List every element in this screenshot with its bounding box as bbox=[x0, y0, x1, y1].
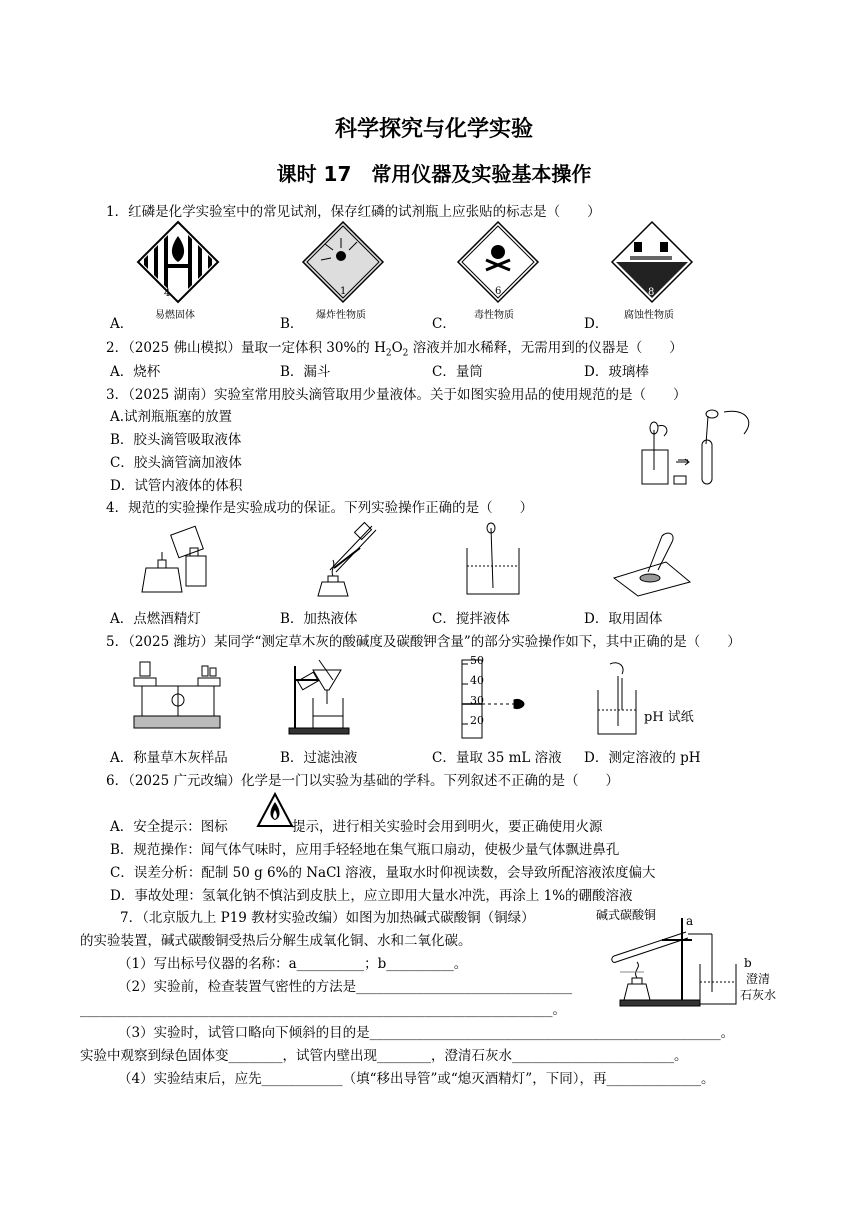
fig-taking-solid bbox=[610, 526, 692, 598]
cylinder-tick-30: 30 bbox=[470, 694, 484, 707]
hazard-sign-flammable-solid bbox=[138, 222, 218, 302]
fig-filtration bbox=[285, 656, 365, 736]
q5-option-c: C．量取 35 mL 溶液 bbox=[432, 750, 562, 766]
q6-option-d: D．事故处理：氢氧化钠不慎沾到皮肤上，应立即用大量水冲洗，再涂上 1%的硼酸溶液 bbox=[110, 888, 633, 904]
fig-lighting-lamp bbox=[138, 522, 214, 598]
fig-heating-liquid bbox=[300, 520, 390, 598]
q2-option-c: C．量筒 bbox=[432, 364, 483, 380]
page-title: 科学探究与化学实验 bbox=[334, 117, 533, 142]
fig-ph-test bbox=[592, 660, 652, 736]
q7-stem-1: 7．（北京版九上 P19 教材实验改编）如图为加热碱式碳酸铜（铜绿） bbox=[120, 910, 535, 926]
q2-option-a: A．烧杯 bbox=[110, 364, 161, 380]
fig-label-basic-copper-carbonate: 碱式碳酸铜 bbox=[596, 908, 657, 922]
hazard-number-8: 8 bbox=[648, 287, 655, 298]
q3-option-c: C．胶头滴管滴加液体 bbox=[110, 455, 242, 471]
q1-stem: 1．红磷是化学实验室中的常见试剂，保存红磷的试剂瓶上应张贴的标志是（ ） bbox=[106, 204, 601, 220]
q6-stem: 6．（2025 广元改编）化学是一门以实验为基础的学科。下列叙述不正确的是（ ） bbox=[106, 773, 619, 789]
q5-option-b: B．过滤浊液 bbox=[280, 750, 358, 766]
q2-stem: 2．（2025 佛山模拟）量取一定体积 30%的 $H_2O_2$ 溶液并加水稀释，无需用到的仪器是（ ） bbox=[106, 340, 683, 359]
q1-option-a: A． bbox=[110, 316, 134, 332]
lesson-subtitle: 课时 17 常用仪器及实验基本操作 bbox=[276, 162, 592, 186]
q7-stem-2: 的实验装置，碱式碳酸铜受热后分解生成氧化铜、水和二氧化碳。 bbox=[80, 933, 472, 949]
fig-label-a: a bbox=[686, 914, 694, 928]
fig-label-b: b bbox=[744, 956, 752, 970]
q7-part-3b: 实验中观察到绿色固体变________，试管内壁出现________，澄清石灰水________________________。 bbox=[80, 1048, 688, 1064]
q6-option-b: B．规范操作：闻气体气味时，应用手轻轻地在集气瓶口扇动，使极少量气体飘进鼻孔 bbox=[110, 842, 620, 858]
q1-caption-d: 腐蚀性物质 bbox=[624, 310, 674, 321]
q3-option-a: A.试剂瓶瓶塞的放置 bbox=[110, 409, 233, 425]
q1-caption-c: 毒性物质 bbox=[474, 310, 514, 321]
dropper-reagent-figure bbox=[634, 410, 764, 490]
fig-stirring-liquid bbox=[455, 522, 535, 598]
q3-stem: 3．（2025 湖南）实验室常用胶头滴管取用少量液体。关于如图实验用品的使用规范的是（ ） bbox=[106, 387, 687, 403]
q7-part-1: （1）写出标号仪器的名称：a__________；b__________。 bbox=[118, 956, 468, 972]
ph-paper-label: pH 试纸 bbox=[644, 710, 694, 725]
q5-stem: 5．（2025 潍坊）某同学“测定草木灰的酸碱度及碳酸钾含量”的部分实验操作如下，其中正确的是（ ） bbox=[106, 634, 741, 650]
q6-option-a-prefix: A．安全提示：图标 bbox=[110, 819, 228, 835]
fig-label-limewater: 石灰水 bbox=[740, 988, 777, 1002]
cylinder-tick-20: 20 bbox=[470, 714, 484, 727]
fig-balance bbox=[128, 656, 228, 736]
q4-option-b: B．加热液体 bbox=[280, 611, 358, 627]
q7-part-2a: （2）实验前，检查装置气密性的方法是________________________________ bbox=[118, 979, 573, 995]
q1-caption-b: 爆炸性物质 bbox=[316, 310, 366, 321]
q1-option-b: B． bbox=[280, 316, 304, 332]
q1-option-c: C． bbox=[432, 316, 456, 332]
hazard-number-4: 4 bbox=[164, 288, 171, 299]
fig-label-clear: 澄清 bbox=[746, 972, 771, 986]
hazard-number-1: 1 bbox=[340, 286, 347, 297]
q4-option-d: D．取用固体 bbox=[584, 611, 663, 627]
open-flame-icon bbox=[256, 792, 294, 830]
cylinder-tick-50: 50 bbox=[470, 654, 484, 667]
cylinder-tick-40: 40 bbox=[470, 674, 484, 687]
q2-option-d: D．玻璃棒 bbox=[584, 364, 649, 380]
q4-option-c: C．搅拌液体 bbox=[432, 611, 510, 627]
q7-part-2b: ______________________________________________________________________。 bbox=[80, 1002, 566, 1018]
q1-caption-a: 易燃固体 bbox=[155, 310, 195, 321]
q2-option-b: B．漏斗 bbox=[280, 364, 331, 380]
q6-option-c: C．误差分析：配制 50 g 6%的 NaCl 溶液，量取水时仰视读数，会导致所配溶液浓度偏大 bbox=[110, 865, 656, 881]
q1-option-d: D． bbox=[584, 316, 609, 332]
q6-option-a-suffix: 提示，进行相关实验时会用到明火，要正确使用火源 bbox=[292, 819, 603, 835]
fig-graduated-cylinder bbox=[448, 656, 548, 740]
q7-part-3a: （3）实验时，试管口略向下倾斜的目的是____________________________________________________。 bbox=[118, 1025, 735, 1041]
q3-option-d: D．试管内液体的体积 bbox=[110, 478, 243, 494]
q4-option-a: A．点燃酒精灯 bbox=[110, 611, 201, 627]
q5-option-a: A．称量草木灰样品 bbox=[110, 750, 228, 766]
q5-option-d: D．测定溶液的 pH bbox=[584, 750, 701, 766]
q3-option-b: B．胶头滴管吸取液体 bbox=[110, 432, 242, 448]
q4-stem: 4．规范的实验操作是实验成功的保证。下列实验操作正确的是（ ） bbox=[106, 500, 534, 516]
q7-part-4: （4）实验结束后，应先____________（填“移出导管”或“熄灭酒精灯”，下同），再______________。 bbox=[118, 1071, 715, 1087]
hazard-number-6: 6 bbox=[495, 286, 502, 297]
